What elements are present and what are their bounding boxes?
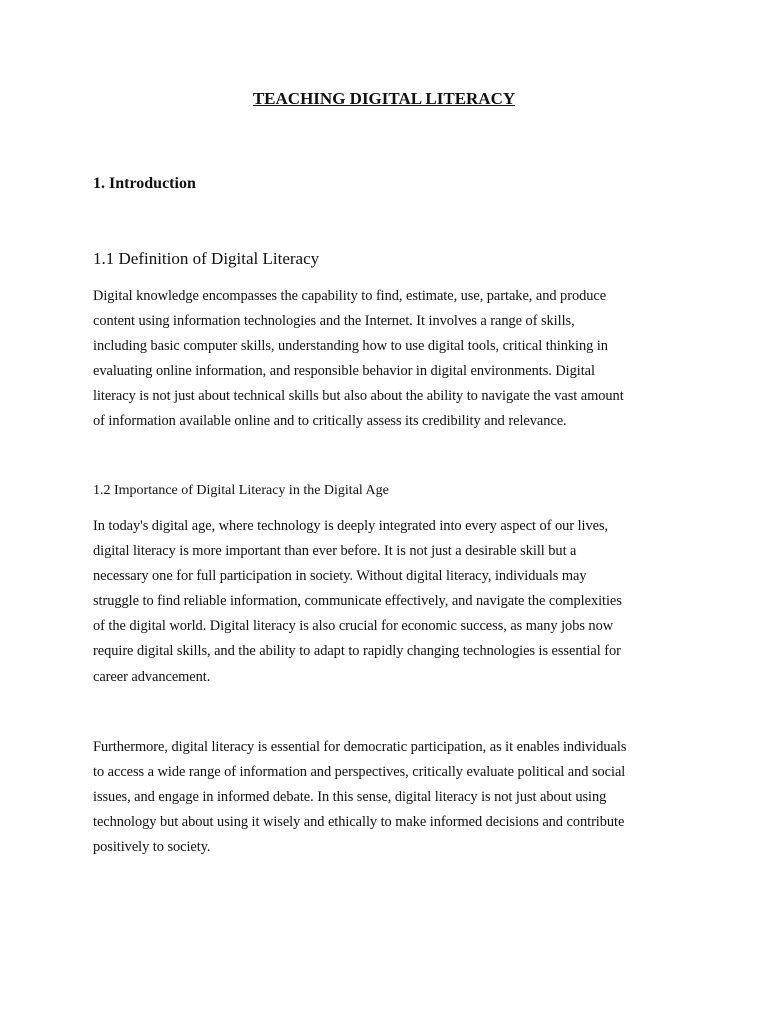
subsection-heading-importance: 1.2 Importance of Digital Literacy in the Digital Age [93, 483, 389, 498]
paragraph-line: of the digital world. Digital literacy is also crucial for economic success, as many jobs now [93, 618, 614, 635]
paragraph-line: necessary one for full participation in society. Without digital literacy, individuals may [93, 568, 587, 585]
paragraph-importance [93, 514, 683, 690]
paragraph-line: require digital skills, and the ability to adapt to rapidly changing technologies is essential for [93, 643, 621, 660]
document-title: TEACHING DIGITAL LITERACY [252, 89, 516, 108]
paragraph-line: including basic computer skills, understanding how to use digital tools, critical thinking in [93, 338, 608, 355]
paragraph-line: Furthermore, digital literacy is essential for democratic participation, as it enables individuals [93, 739, 627, 755]
paragraph-democratic-participation [93, 735, 683, 860]
paragraph-line: content using information technologies and the Internet. It involves a range of skills, [93, 313, 575, 330]
section-heading-introduction: 1. Introduction [93, 175, 196, 192]
paragraph-line: to access a wide range of information and perspectives, critically evaluate political and social [93, 764, 626, 781]
paragraph-line: issues, and engage in informed debate. In this sense, digital literacy is not just about using [93, 789, 607, 806]
paragraph-line: career advancement. [93, 668, 211, 685]
paragraph-line: evaluating online information, and responsible behavior in digital environments. Digital [93, 363, 595, 380]
paragraph-line: digital literacy is more important than ever before. It is not just a desirable skill but a [93, 543, 577, 560]
paragraph-line: struggle to find reliable information, communicate effectively, and navigate the complexities [93, 593, 622, 610]
paragraph-line: Digital knowledge encompasses the capability to find, estimate, use, partake, and produce [93, 288, 607, 304]
paragraph-line: In today's digital age, where technology is deeply integrated into every aspect of our lives, [93, 518, 609, 534]
paragraph-line: positively to society. [93, 839, 211, 856]
paragraph-line: technology but about using it wisely and ethically to make informed decisions and contribute [93, 814, 625, 831]
paragraph-line: literacy is not just about technical skills but also about the ability to navigate the vast amount [93, 388, 624, 405]
paragraph-line: of information available online and to critically assess its credibility and relevance. [93, 413, 567, 430]
paragraph-definition [93, 284, 683, 435]
subsection-heading-definition: 1.1 Definition of Digital Literacy [93, 249, 320, 268]
